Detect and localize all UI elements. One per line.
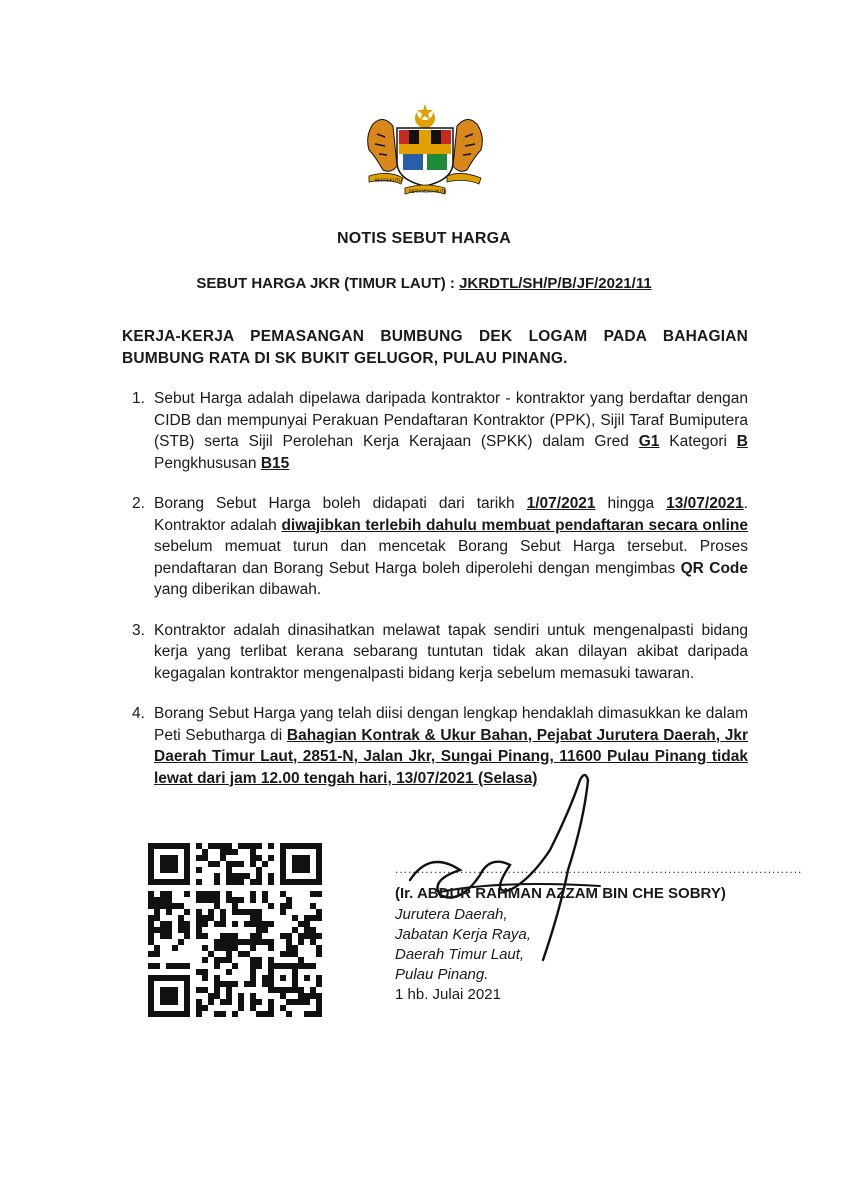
- item-text: Kontraktor adalah dinasihatkan melawat tapak sendiri untuk mengenalpasti bidang kerja yang terlibat kerana sebarang tuntutan tidak akan dilayan akibat daripada kegagalan kontraktor mengenalpasti bidang kerja sebelum memasuki tawaran.: [154, 621, 748, 682]
- mandatory-registration: diwajibkan terlebih dahulu membuat pendaftaran secara online: [281, 516, 748, 534]
- item-text: sebelum memuat turun dan mencetak Borang Sebut Harga tersebut. Proses pendaftaran dan Borang Sebut Harga boleh diperolehi dengan mengimbas: [154, 538, 748, 577]
- item-text: hingga: [595, 495, 667, 512]
- item-text: yang diberikan dibawah.: [154, 581, 322, 598]
- item-number: 1.: [132, 390, 145, 407]
- page-title: NOTIS SEBUT HARGA: [336, 230, 512, 247]
- date-to: 13/07/2021: [666, 495, 744, 512]
- notice-item-4: [122, 703, 748, 789]
- crest-motto-right: BERTAMBAH MUTU: [409, 189, 447, 194]
- crest-motto-left: BERSEKUTU: [375, 179, 402, 184]
- notice-item-2: [122, 493, 748, 601]
- item-text: . Kontraktor adalah: [154, 495, 748, 534]
- date-from: 1/07/2021: [526, 495, 596, 512]
- signer-department: Jabatan Kerja Raya,: [395, 926, 531, 943]
- signer-district: Daerah Timur Laut,: [395, 946, 525, 963]
- signer-title: Jurutera Daerah,: [395, 906, 508, 923]
- reference-code: JKRDTL/SH/P/B/JF/2021/11: [459, 275, 652, 292]
- notice-items: [122, 388, 748, 789]
- signed-date: 1 hb. Julai 2021: [395, 986, 501, 1003]
- notice-item-1: [122, 388, 748, 474]
- reference-line: [0, 275, 848, 292]
- item-number: 3.: [132, 621, 145, 639]
- item-number: 4.: [132, 705, 145, 722]
- item-number: 2.: [132, 495, 145, 512]
- signer-name: (Ir. ABDUR RAHMAN AZZAM BIN CHE SOBRY): [395, 885, 726, 902]
- gred-value: G1: [638, 433, 660, 450]
- item-text: Sebut Harga adalah dipelawa daripada kontraktor - kontraktor yang berdaftar dengan CIDB dan mempunyai Perakuan Pendaftaran Kontraktor (PPK), Sijil Taraf Bumiputera (STB) serta Sijil Perolehan Kerja Kerajaan (SPKK) dalam Gred: [154, 390, 748, 450]
- item-text: Pengkhususan: [154, 454, 261, 472]
- subject-heading: KERJA-KERJA PEMASANGAN BUMBUNG DEK LOGAM PADA BAHAGIAN BUMBUNG RATA DI SK BUKIT GELUGOR, PULAU PINANG.: [122, 328, 748, 367]
- coat-of-arms-icon: [355, 104, 495, 196]
- qr-code-icon[interactable]: [148, 843, 322, 1017]
- signature-dotted-line: ..............................................................................................: [395, 862, 803, 876]
- item-text: Borang Sebut Harga yang telah diisi dengan lengkap hendaklah dimasukkan ke dalam Peti Sebutharga di: [154, 705, 748, 744]
- submission-location: Bahagian Kontrak & Ukur Bahan, Pejabat Jurutera Daerah, Jkr Daerah Timur Laut, 2851-N, Jalan Jkr, Sungai Pinang, 11600 Pulau Pinang tidak lewat dari jam 12.00 tengah hari, 13/07/2021 (Selasa): [154, 726, 748, 787]
- kategori-value: B: [736, 433, 748, 450]
- signer-state: Pulau Pinang.: [395, 966, 489, 983]
- notice-item-3: [122, 620, 748, 685]
- qr-code-label: QR Code: [680, 559, 748, 577]
- reference-prefix: SEBUT HARGA JKR (TIMUR LAUT) :: [196, 275, 460, 292]
- item-text: Borang Sebut Harga boleh didapati dari tarikh: [154, 495, 527, 512]
- pengkhususan-value: B15: [260, 454, 290, 472]
- item-text: Kategori: [659, 433, 737, 450]
